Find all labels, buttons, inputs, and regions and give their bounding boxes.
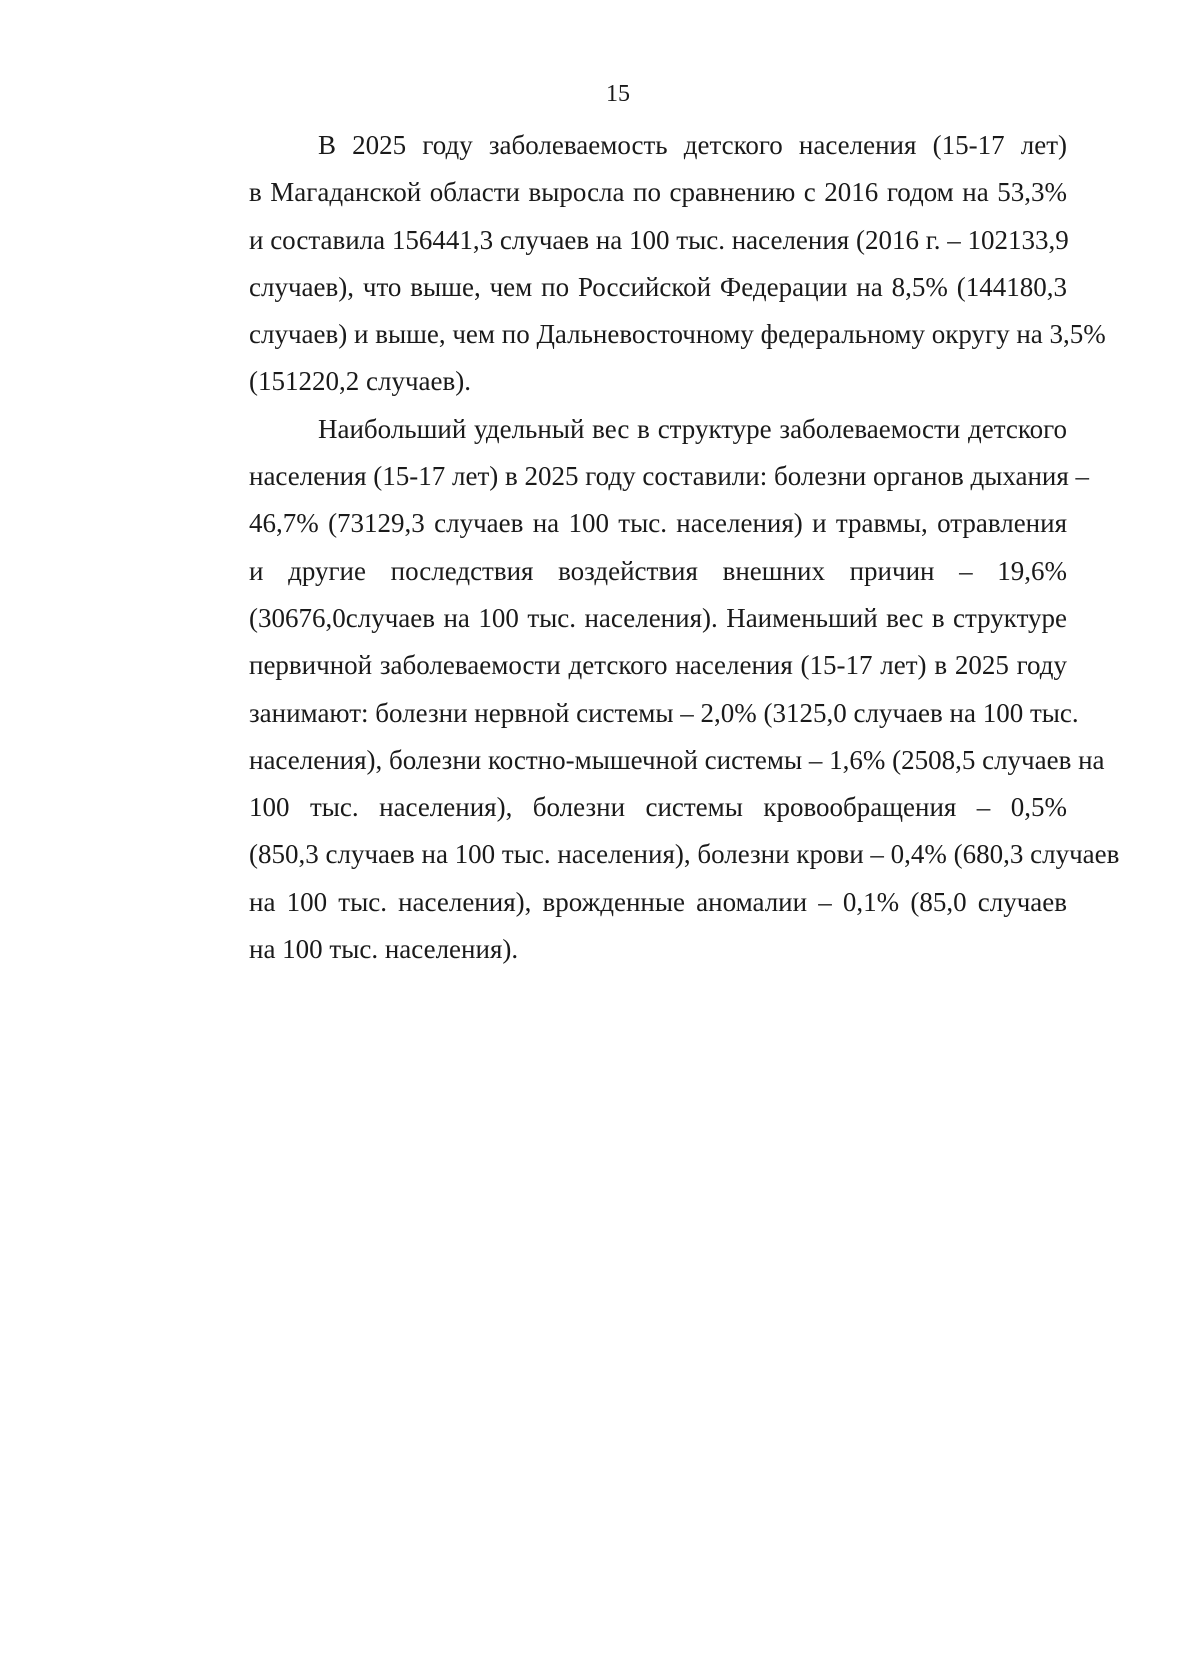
document-body <box>180 122 1120 973</box>
text-line: и составила 156441,3 случаев на 100 тыс. населения (2016 г. – 102133,9 <box>249 224 1069 255</box>
text-line: и другие последствия воздействия внешних причин – 19,6% <box>249 555 1067 586</box>
text-line: первичной заболеваемости детского населения (15-17 лет) в 2025 году <box>249 650 1067 681</box>
text-line: 46,7% (73129,3 случаев на 100 тыс. населения) и травмы, отравления <box>249 508 1067 539</box>
text-line: 100 тыс. населения), болезни системы кровообращения – 0,5% <box>249 792 1067 823</box>
page-number: 15 <box>606 81 630 107</box>
text-line: на 100 тыс. населения), врожденные аномалии – 0,1% (85,0 случаев <box>249 886 1067 917</box>
text-line: В 2025 году заболеваемость детского населения (15-17 лет) <box>318 130 1067 160</box>
text-line: случаев), что выше, чем по Российской Федерации на 8,5% (144180,3 <box>249 271 1067 302</box>
text-line: населения), болезни костно-мышечной системы – 1,6% (2508,5 случаев на <box>249 744 1105 775</box>
paragraph-incidence-growth <box>180 122 1106 406</box>
text-line: (151220,2 случаев). <box>249 366 471 397</box>
text-line: в Магаданской области выросла по сравнению с 2016 годом на 53,3% <box>249 177 1067 208</box>
text-line: населения (15-17 лет) в 2025 году составили: болезни органов дыхания – <box>249 461 1090 492</box>
paragraph-structure <box>180 406 1120 974</box>
text-line: на 100 тыс. населения). <box>249 934 519 965</box>
text-line: случаев) и выше, чем по Дальневосточному федеральному округу на 3,5% <box>249 319 1106 350</box>
text-line: Наибольший удельный вес в структуре заболеваемости детского <box>318 413 1067 444</box>
text-line: (30676,0случаев на 100 тыс. населения). Наименьший вес в структуре <box>249 602 1067 633</box>
text-line: (850,3 случаев на 100 тыс. населения), болезни крови – 0,4% (680,3 случаев <box>249 839 1120 870</box>
text-line: занимают: болезни нервной системы – 2,0% (3125,0 случаев на 100 тыс. <box>249 697 1079 728</box>
